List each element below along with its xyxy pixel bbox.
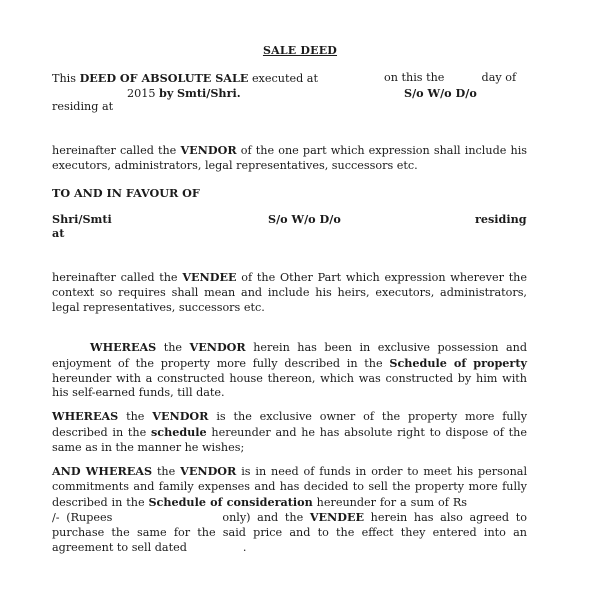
intro-line-2 — [127, 86, 241, 102]
intro-relation: S/o W/o D/o — [404, 86, 477, 100]
to-and-in-favour-of-heading: TO AND IN FAVOUR OF — [52, 186, 200, 200]
whereas-paragraph-3: AND WHEREAS the VENDOR is in need of funds in order to meet his personal commitments and family expenses and has decided to sell the property more fully described in the Schedule of consideration hereunder for a sum of Rs/- (Rupees only) and the VENDEE herein has also agreed to purchase the same for the said price and to the effect they entered into an agreement to sell dated . — [52, 464, 528, 554]
schedule-term: schedule — [150, 424, 207, 439]
intro-residing-at: residing at — [52, 100, 114, 113]
rs-label: Rs — [452, 495, 467, 509]
intro-year: 2015 — [127, 87, 156, 100]
vendee-shri-smti: Shri/Smti — [52, 212, 112, 226]
vendor-role: VENDOR — [180, 143, 237, 157]
intro-this: This — [52, 72, 76, 85]
vendee-relation: S/o W/o D/o — [268, 212, 341, 226]
intro-day-of: day of — [481, 71, 517, 84]
vendee-at: at — [52, 226, 65, 240]
deed-type: DEED OF ABSOLUTE SALE — [79, 71, 249, 85]
intro-line-1 — [52, 71, 318, 87]
intro-by: by — [159, 86, 174, 100]
vendee-role: VENDEE — [182, 270, 237, 284]
schedule-of-consideration: Schedule of consideration — [148, 494, 313, 509]
vendee-residing: residing — [475, 212, 527, 226]
intro-executed-at: executed at — [251, 72, 318, 85]
intro-on-this-the: on this the — [384, 71, 445, 84]
intro-smti-shri: Smti/Shri. — [176, 86, 241, 100]
vendee-clause: hereinafter called the VENDEE of the Other Part which expression wherever the context so requires shall mean and include his heirs, executors, administrators, legal representatives, successors etc. — [52, 270, 528, 314]
document-title: SALE DEED — [262, 44, 338, 57]
vendor-clause: hereinafter called the VENDOR of the one part which expression shall include his executors, administrators, legal representatives, successors etc. — [52, 143, 528, 172]
whereas-paragraph-1: WHEREAS the VENDOR herein has been in exclusive possession and enjoyment of the property more fully described in the Schedule of property hereunder with a constructed house thereon, which was constructed by him with his self-earned funds, till date. — [52, 340, 527, 400]
intro-date-line — [384, 71, 516, 86]
whereas-paragraph-2: WHEREAS the VENDOR is the exclusive owner of the property more fully described in the schedule hereunder and he has absolute right to dispose of the same as in the manner he wishes; — [52, 409, 528, 454]
schedule-of-property: Schedule of property — [389, 355, 527, 370]
